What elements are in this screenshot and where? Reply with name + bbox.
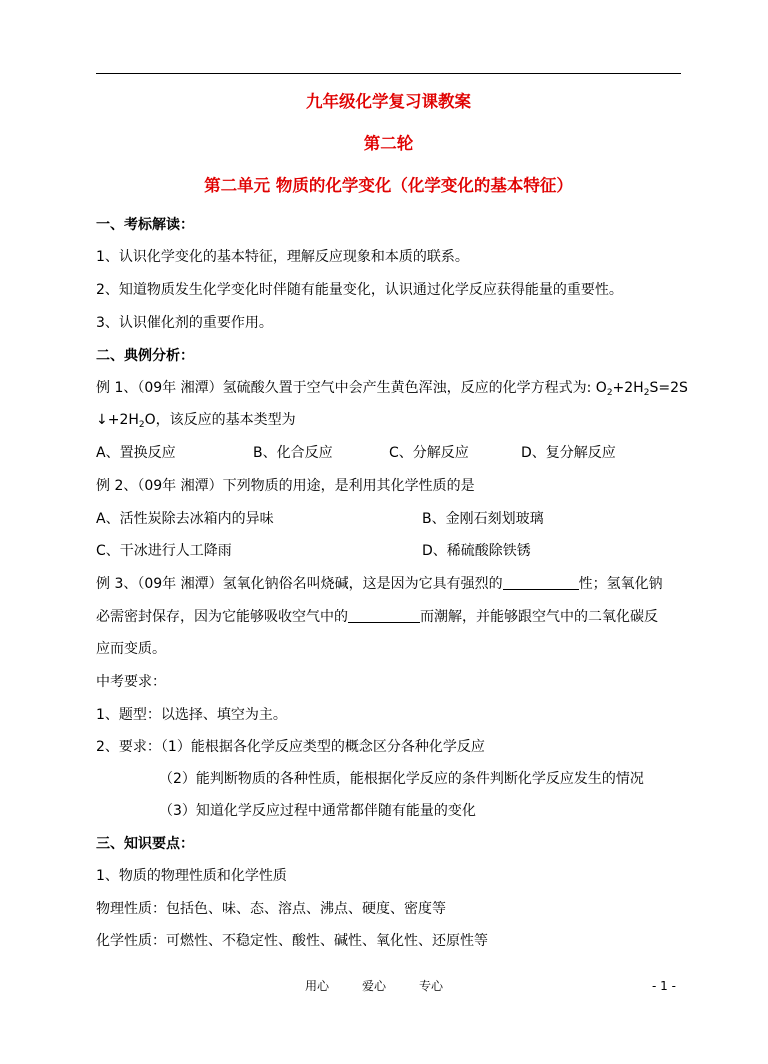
section-3-item: 化学性质：可燃性、不稳定性、酸性、碱性、氧化性、还原性等 — [96, 933, 488, 949]
section-3-item: 物理性质：包括色、味、态、溶点、沸点、硬度、密度等 — [96, 901, 446, 917]
header-rule — [96, 73, 681, 74]
example-3-text: 而潮解，并能够跟空气中的二氧化碳反 — [420, 609, 658, 625]
answer-blank — [348, 609, 420, 623]
document-title: 九年级化学复习课教案 — [306, 92, 471, 111]
example-2-option: D、稀硫酸除铁锈 — [422, 543, 531, 559]
section-1-item: 1、认识化学变化的基本特征，理解反应现象和本质的联系。 — [96, 249, 469, 265]
example-1-option: D、复分解反应 — [521, 445, 616, 461]
example-1-text: 例 1、（09年 湘潭）氢硫酸久置于空气中会产生黄色浑浊，反应的化学方程式为: O — [96, 380, 607, 396]
section-3-item: 1、物质的物理性质和化学性质 — [96, 868, 287, 884]
example-3-line — [96, 607, 658, 627]
footer-motto: 爱心 — [362, 979, 387, 993]
unit-title: 第二单元 物质的化学变化（化学变化的基本特征） — [204, 176, 573, 195]
example-1-stem-cont — [96, 410, 296, 435]
example-2-option: C、干冰进行人工降雨 — [96, 543, 232, 559]
requirements-label: 中考要求： — [96, 674, 166, 690]
equation-part: ↓+2H — [96, 412, 139, 428]
example-2-option: A、活性炭除去冰箱内的异味 — [96, 511, 274, 527]
example-3-text: 例 3、（09年 湘潭）氢氧化钠俗名叫烧碱，这是因为它具有强烈的 — [96, 576, 503, 592]
page-number: - 1 - — [652, 979, 676, 993]
example-3-line — [96, 574, 663, 594]
example-3-line: 应而变质。 — [96, 641, 166, 657]
example-1-stem — [96, 378, 688, 403]
answer-blank — [503, 576, 579, 590]
example-3-text: 性；氢氧化钠 — [578, 576, 663, 592]
equation-part: S=2S — [649, 380, 688, 396]
section-1-item: 2、知道物质发生化学变化时伴随有能量变化，认识通过化学反应获得能量的重要性。 — [96, 282, 623, 298]
footer-motto: 专心 — [419, 979, 444, 993]
example-2-option: B、金刚石刻划玻璃 — [422, 511, 544, 527]
requirements-item: 2、要求：（1）能根据各化学反应类型的概念区分各种化学反应 — [96, 739, 485, 755]
section-2-heading: 二、典例分析： — [96, 348, 194, 364]
subscript: 2 — [138, 420, 145, 430]
requirements-subitem: （2）能判断物质的各种性质，能根据化学反应的条件判断化学反应发生的情况 — [159, 771, 644, 787]
example-1-option: B、化合反应 — [253, 445, 333, 461]
example-2-stem: 例 2、（09年 湘潭）下列物质的用途，是利用其化学性质的是 — [96, 478, 475, 494]
equation-part: +2H — [612, 380, 644, 396]
example-3-text: 必需密封保存，因为它能够吸收空气中的 — [96, 609, 348, 625]
document-subtitle: 第二轮 — [363, 134, 414, 153]
requirements-subitem: （3）知道化学反应过程中通常都伴随有能量的变化 — [159, 803, 476, 819]
section-1-heading: 一、考标解读： — [96, 217, 194, 233]
footer-motto: 用心 — [305, 979, 330, 993]
requirements-item: 1、题型：以选择、填空为主。 — [96, 707, 287, 723]
subscript: 2 — [606, 388, 613, 398]
example-1-question: O，该反应的基本类型为 — [144, 412, 296, 428]
example-1-option: A、置换反应 — [96, 445, 176, 461]
section-3-heading: 三、知识要点： — [96, 836, 194, 852]
example-1-option: C、分解反应 — [389, 445, 469, 461]
subscript: 2 — [643, 388, 650, 398]
section-1-item: 3、认识催化剂的重要作用。 — [96, 315, 273, 331]
